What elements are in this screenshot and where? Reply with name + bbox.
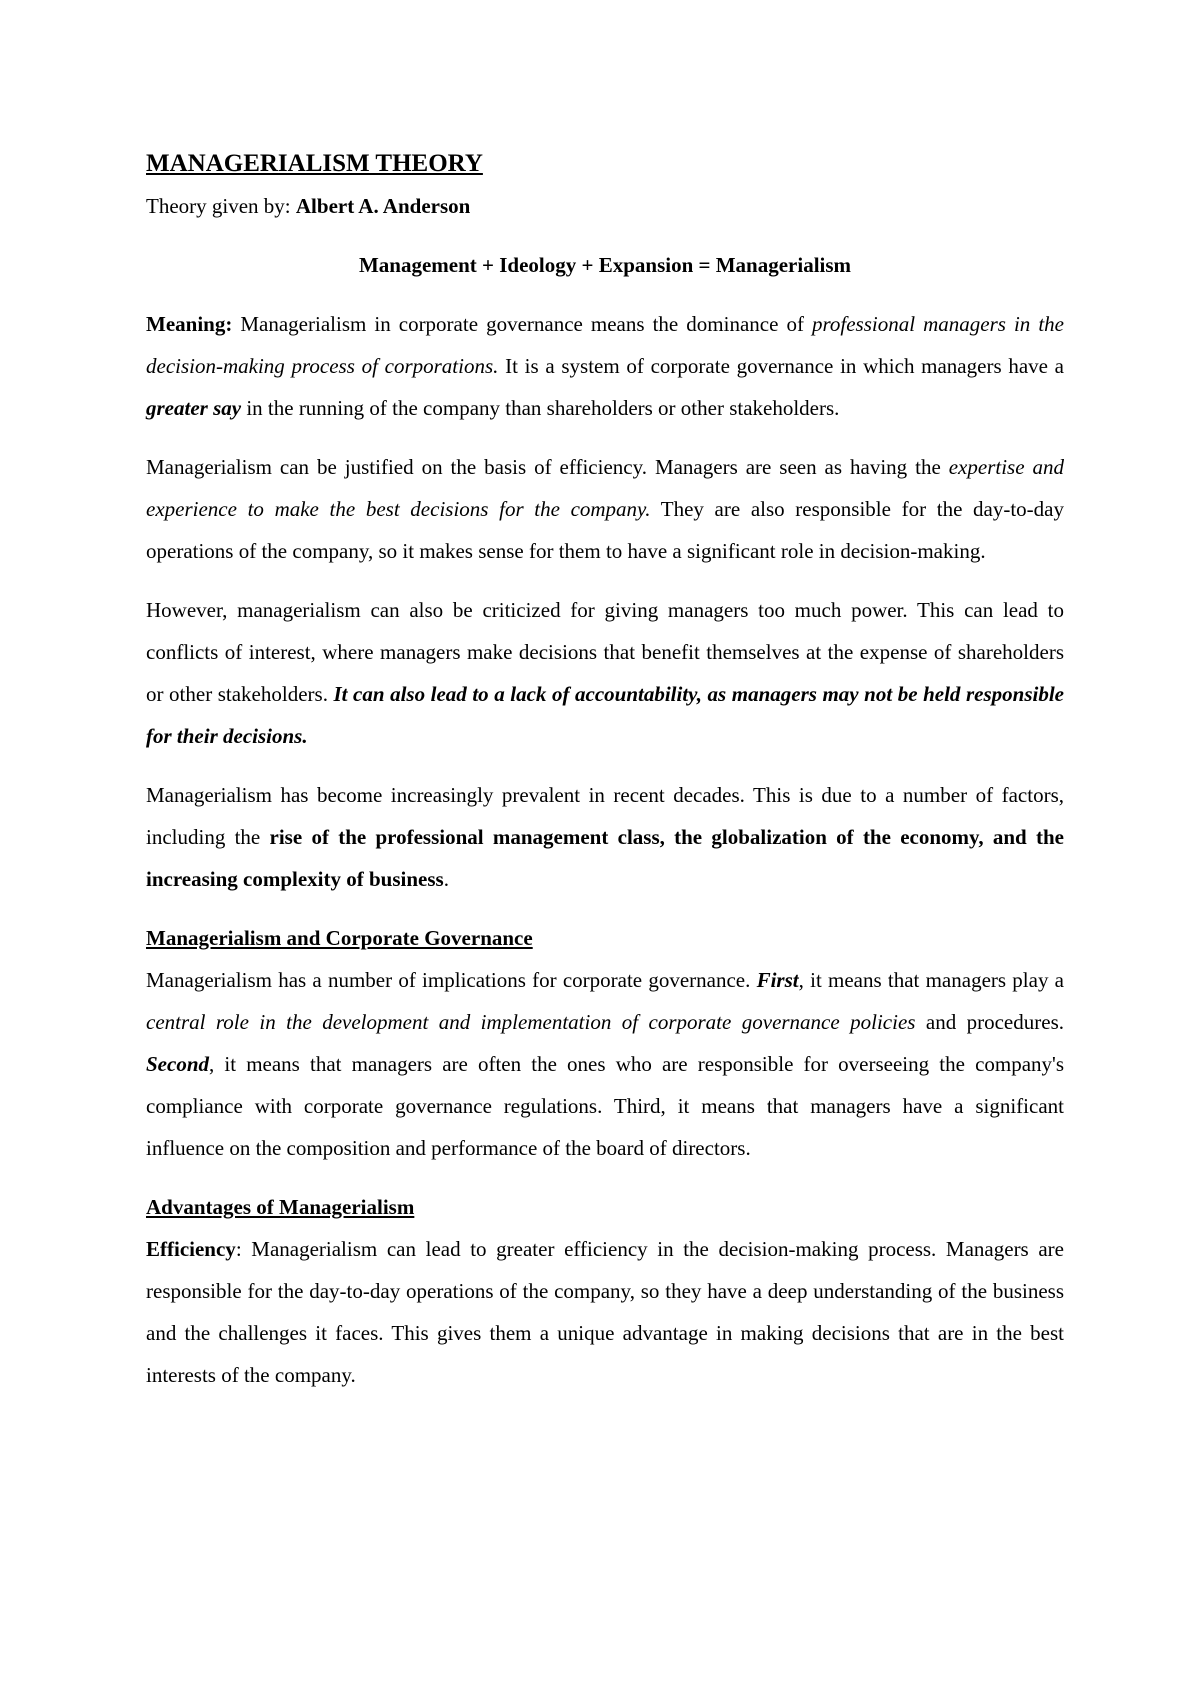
governance-first: First (756, 968, 799, 992)
byline (146, 185, 1064, 227)
meaning-bold-italic-1: greater say (146, 396, 242, 420)
prevalence-bold-1: rise of the professional management class, the globalization of the economy, and the increasing complexity of business (146, 825, 1064, 891)
section-heading-governance: Managerialism and Corporate Governance (146, 926, 533, 950)
criticism-bold-italic-1: It can also lead to a lack of accountability, as managers may not be held responsible for their decisions. (146, 682, 1064, 748)
efficiency-text-1: Managerialism can be justified on the basis of efficiency. Managers are seen as having the (146, 455, 949, 479)
criticism-paragraph (146, 589, 1064, 757)
advantages-label: Efficiency (146, 1237, 236, 1261)
meaning-label: Meaning: (146, 312, 233, 336)
byline-prefix: Theory given by: (146, 194, 296, 218)
efficiency-paragraph (146, 446, 1064, 572)
equation: Management + Ideology + Expansion = Managerialism (358, 253, 852, 277)
governance-text-1: Managerialism has a number of implications for corporate governance. (146, 968, 757, 992)
page-title: MANAGERIALISM THEORY (146, 150, 483, 177)
document-page (146, 143, 1064, 1413)
efficiency-text-2: They are also responsible for the day-to-day operations of the company, so it makes sense for them to have a significant role in decision-making. (146, 497, 1064, 563)
meaning-italic-1: professional managers in the decision-making process of corporations. (146, 312, 1064, 378)
governance-second: Second (146, 1052, 209, 1076)
prevalence-text-1: Managerialism has become increasingly prevalent in recent decades. This is due to a number of factors, including the (146, 783, 1064, 849)
prevalence-text-2: . (443, 867, 449, 891)
meaning-text-1: Managerialism in corporate governance means the dominance of (232, 312, 812, 336)
meaning-text-2: It is a system of corporate governance in which managers have a (498, 354, 1064, 378)
meaning-text-3: in the running of the company than shareholders or other stakeholders. (241, 396, 840, 420)
efficiency-italic-1: expertise and experience to make the best decisions for the company. (146, 455, 1064, 521)
governance-paragraph (146, 959, 1064, 1169)
section-heading-advantages: Advantages of Managerialism (146, 1195, 415, 1219)
criticism-text-1: However, managerialism can also be criticized for giving managers too much power. This can lead to conflicts of interest, where managers make decisions that benefit themselves at the expense of shareholders or other stakeholders. (146, 598, 1064, 706)
governance-italic-1: central role in the development and implementation of corporate governance policies (146, 1010, 916, 1034)
meaning-paragraph (146, 303, 1064, 429)
byline-author: Albert A. Anderson (295, 194, 471, 218)
advantages-paragraph (146, 1228, 1064, 1396)
governance-text-3: and procedures. (915, 1010, 1064, 1034)
governance-text-2: , it means that managers play a (798, 968, 1064, 992)
governance-text-4: , it means that managers are often the ones who are responsible for overseeing the company's compliance with corporate governance regulations. Third, it means that managers have a significant influence on the composition and performance of the board of directors. (146, 1052, 1064, 1160)
advantages-text-1: : Managerialism can lead to greater efficiency in the decision-making process. Managers are responsible for the day-to-day operations of the company, so they have a deep understanding of the business and the challenges it faces. This gives them a unique advantage in making decisions that are in the best interests of the company. (146, 1237, 1064, 1387)
prevalence-paragraph (146, 774, 1064, 900)
